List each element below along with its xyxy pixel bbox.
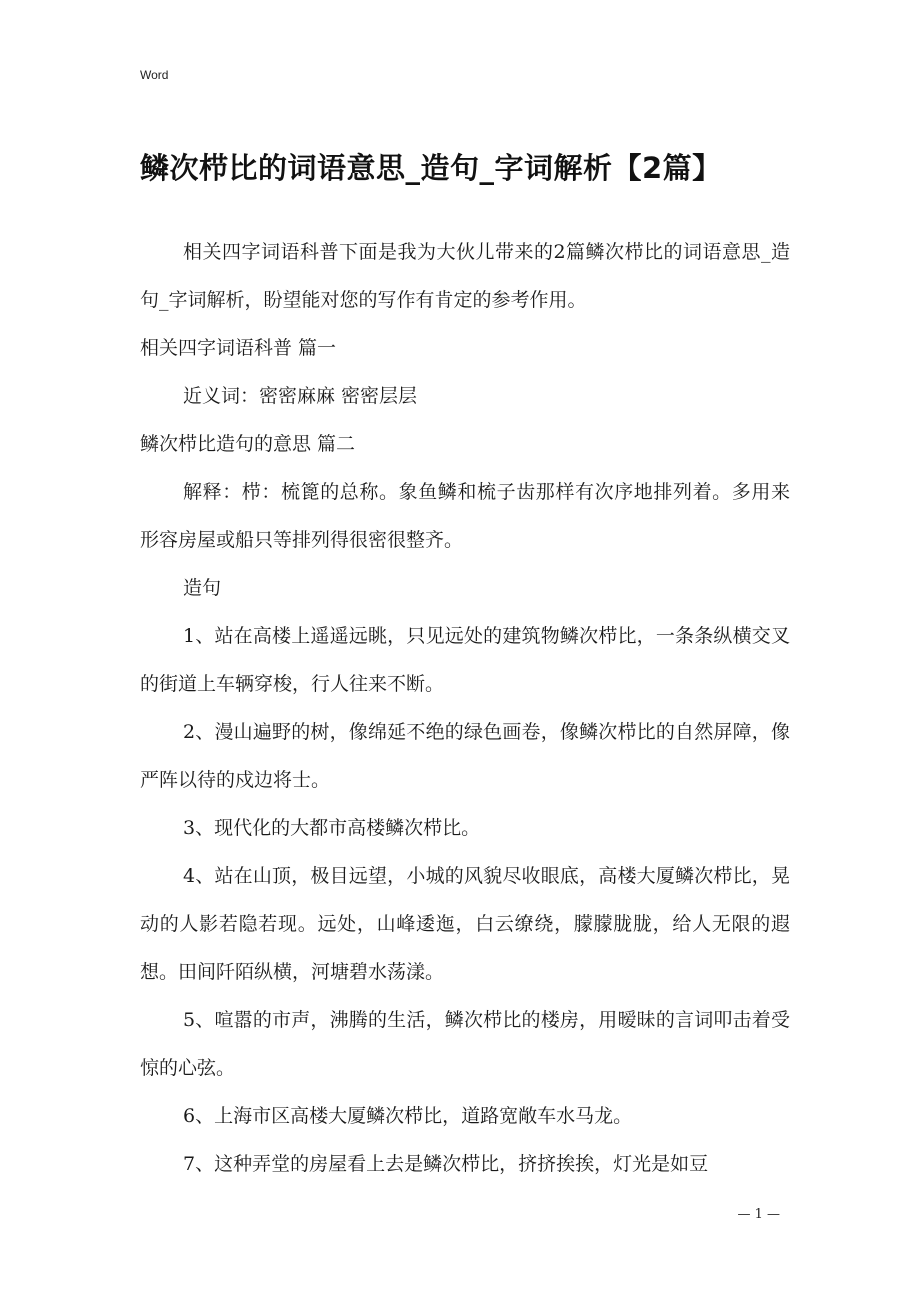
example-sentence: 3、现代化的大都市高楼鳞次栉比。 xyxy=(183,817,481,839)
paragraph: 解释：栉：梳篦的总称。象鱼鳞和梳子齿那样有次序地排列着。多用来形容房屋或船只等排列得很密很整齐。 xyxy=(140,481,790,551)
document-body xyxy=(140,228,790,1188)
section-heading: 鳞次栉比造句的意思 篇二 xyxy=(140,433,356,455)
paragraph: 近义词：密密麻麻 密密层层 xyxy=(183,385,418,407)
paragraph: 相关四字词语科普下面是我为大伙儿带来的2篇鳞次栉比的词语意思_造句_字词解析，盼望能对您的写作有肯定的参考作用。 xyxy=(140,241,790,311)
header-app-label: Word xyxy=(140,68,169,82)
page-number: — 1 — xyxy=(737,1207,780,1222)
paragraph: 造句 xyxy=(183,577,222,599)
example-sentence: 5、喧嚣的市声，沸腾的生活，鳞次栉比的楼房，用暧昧的言词叩击着受惊的心弦。 xyxy=(140,1009,790,1079)
example-sentence: 4、站在山顶，极目远望，小城的风貌尽收眼底，高楼大厦鳞次栉比，晃动的人影若隐若现。远处，山峰逶迤，白云缭绕，朦朦胧胧，给人无限的遐想。田间阡陌纵横，河塘碧水荡漾。 xyxy=(140,865,790,983)
example-sentence: 1、站在高楼上遥遥远眺，只见远处的建筑物鳞次栉比，一条条纵横交叉的街道上车辆穿梭，行人往来不断。 xyxy=(140,625,790,695)
example-sentence: 2、漫山遍野的树，像绵延不绝的绿色画卷，像鳞次栉比的自然屏障，像严阵以待的戍边将士。 xyxy=(140,721,790,791)
example-sentence: 7、这种弄堂的房屋看上去是鳞次栉比，挤挤挨挨，灯光是如豆 xyxy=(183,1153,709,1175)
section-heading: 相关四字词语科普 篇一 xyxy=(140,337,337,359)
document-title: 鳞次栉比的词语意思_造句_字词解析【2篇】 xyxy=(140,151,722,185)
example-sentence: 6、上海市区高楼大厦鳞次栉比，道路宽敞车水马龙。 xyxy=(183,1105,633,1127)
